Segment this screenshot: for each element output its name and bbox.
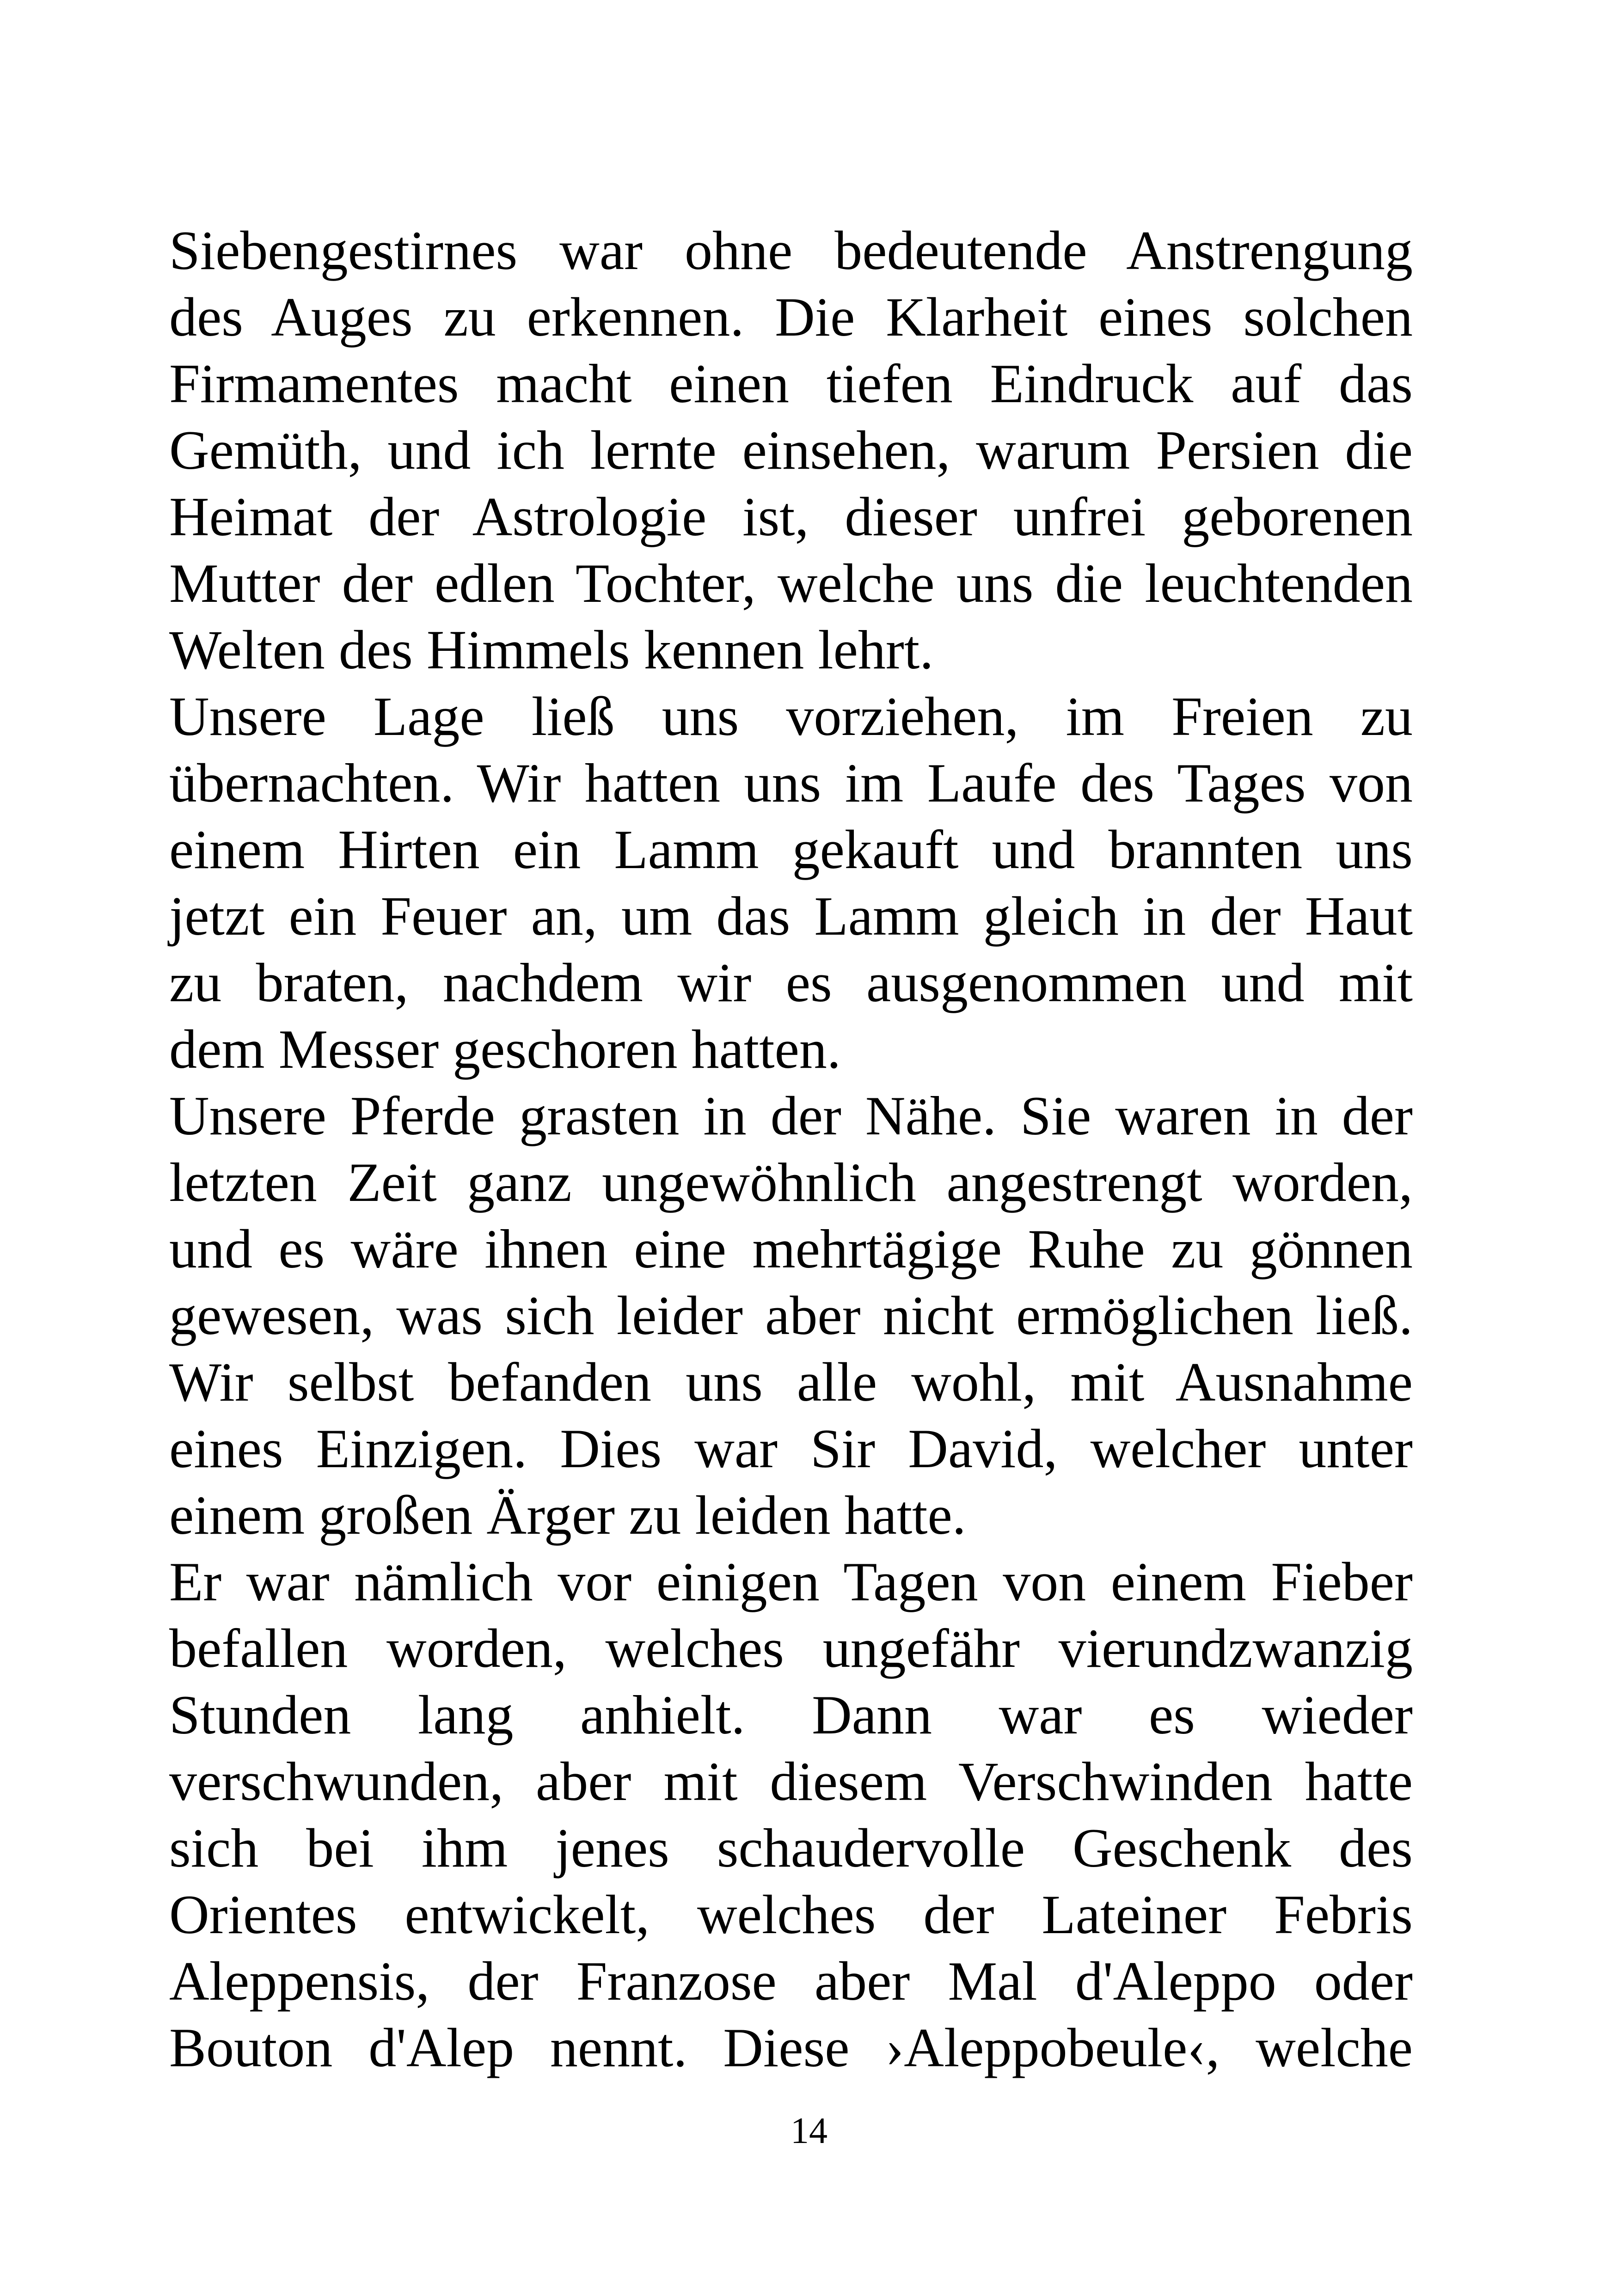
text-line: Orientes entwickelt, welches der Lateiner Febris — [169, 1884, 1413, 1945]
text-line: letzten Zeit ganz ungewöhnlich angestrengt worden, — [169, 1151, 1413, 1213]
text-line: Unsere Pferde grasten in der Nähe. Sie waren in der — [169, 1085, 1413, 1146]
text-line: eines Einzigen. Dies war Sir David, welcher unter — [169, 1418, 1413, 1479]
text-line: befallen worden, welches ungefähr vierundzwanzig — [169, 1617, 1413, 1679]
text-line: Er war nämlich vor einigen Tagen von einem Fieber — [169, 1551, 1413, 1612]
text-line: Siebengestirnes war ohne bedeutende Anstrengung — [169, 220, 1413, 281]
text-line: Wir selbst befanden uns alle wohl, mit Ausnahme — [169, 1351, 1413, 1413]
text-line: Gemüth, und ich lernte einsehen, warum Persien die — [169, 419, 1413, 481]
text-line: dem Messer geschoren hatten. — [169, 1018, 841, 1080]
text-line: Stunden lang anhielt. Dann war es wieder — [169, 1684, 1413, 1745]
text-line: verschwunden, aber mit diesem Verschwinden hatte — [169, 1751, 1413, 1812]
text-line: Aleppensis, der Franzose aber Mal d'Aleppo oder — [169, 1950, 1413, 2012]
text-line: und es wäre ihnen eine mehrtägige Ruhe zu gönnen — [169, 1218, 1413, 1280]
text-line: Unsere Lage ließ uns vorziehen, im Freien zu — [169, 686, 1413, 747]
paragraph — [169, 1549, 1413, 2081]
text-line: Welten des Himmels kennen lehrt. — [169, 619, 934, 680]
text-line: gewesen, was sich leider aber nicht ermöglichen ließ. — [169, 1285, 1413, 1346]
body-text — [169, 217, 1413, 2081]
text-line: einem Hirten ein Lamm gekauft und brannten uns — [169, 819, 1413, 880]
text-line: Mutter der edlen Tochter, welche uns die leuchtenden — [169, 552, 1413, 614]
text-line: des Auges zu erkennen. Die Klarheit eines solchen — [169, 286, 1413, 348]
text-line: Heimat der Astrologie ist, dieser unfrei geborenen — [169, 486, 1413, 547]
text-line: jetzt ein Feuer an, um das Lamm gleich in der Haut — [169, 885, 1413, 947]
text-line: Bouton d'Alep nennt. Diese ›Aleppobeule‹, welche — [169, 2017, 1413, 2078]
paragraph — [169, 217, 1413, 683]
paragraph — [169, 1083, 1413, 1549]
paragraph — [169, 683, 1413, 1083]
text-line: einem großen Ärger zu leiden hatte. — [169, 1484, 966, 1546]
text-line: zu braten, nachdem wir es ausgenommen und mit — [169, 952, 1413, 1013]
text-line: sich bei ihm jenes schaudervolle Geschenk des — [169, 1817, 1413, 1879]
text-line: übernachten. Wir hatten uns im Laufe des Tages von — [169, 752, 1413, 814]
text-line: Firmamentes macht einen tiefen Eindruck auf das — [169, 353, 1413, 414]
page-number: 14 — [791, 2111, 827, 2151]
